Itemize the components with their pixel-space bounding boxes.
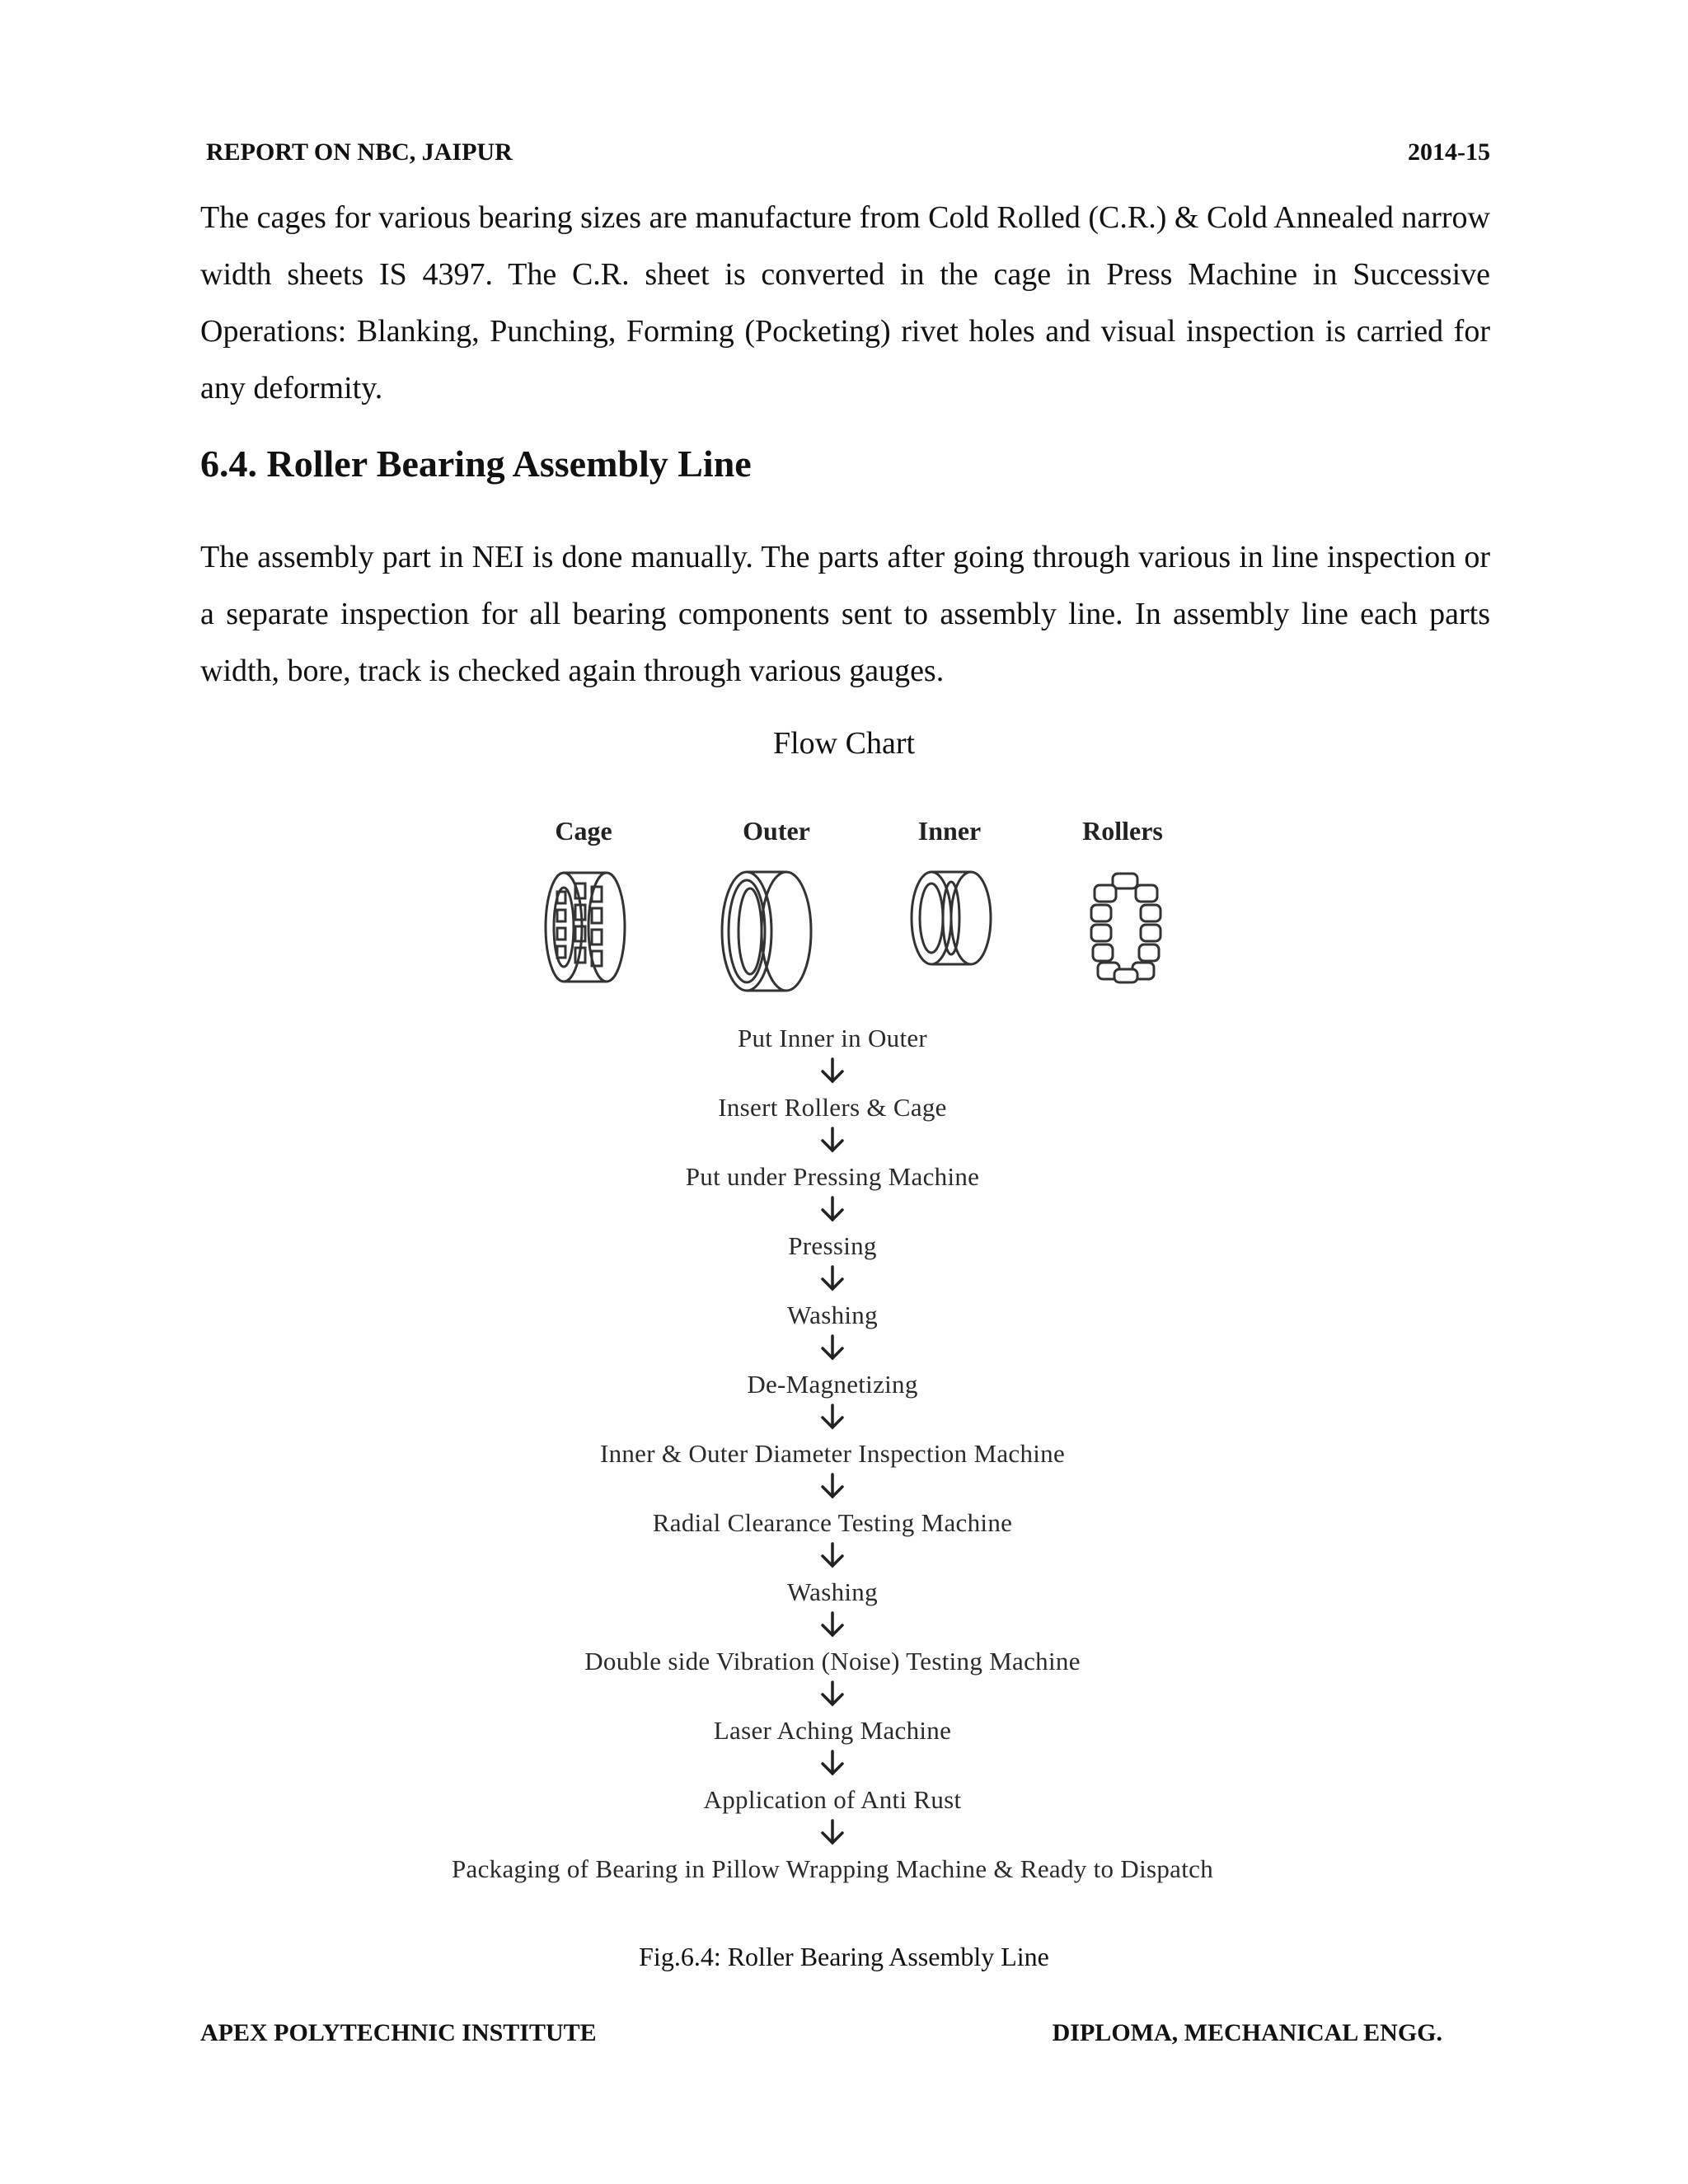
page-header <box>206 138 1490 166</box>
component-label-cage: Cage <box>555 816 612 846</box>
flow-step: Put under Pressing Machine <box>685 1162 980 1191</box>
cage-paragraph: The cages for various bearing sizes are manufacture from Cold Rolled (C.R.) & Cold Annealed narrow width sheets IS 4397. The C.R. sheet is converted in the cage in Press Machine in Successive Operations: Blanking, Punching, Forming (Pocketing) rivet holes and visual inspection is carried for any deformity. <box>200 200 1490 405</box>
flow-chart-title: Flow Chart <box>772 726 916 761</box>
component-label-rollers: Rollers <box>1082 816 1163 846</box>
outer-ring-icon <box>717 867 816 996</box>
down-arrow-icon <box>818 1057 846 1090</box>
flow-step: Packaging of Bearing in Pillow Wrapping Machine & Ready to Dispatch <box>452 1854 1213 1883</box>
flow-step: Double side Vibration (Noise) Testing Machine <box>584 1647 1081 1675</box>
footer-right: DIPLOMA, MECHANICAL ENGG. <box>1052 2019 1442 2046</box>
flow-step: De-Magnetizing <box>747 1370 918 1399</box>
rollers-icon <box>1088 870 1164 986</box>
down-arrow-icon <box>818 1333 846 1366</box>
down-arrow-icon <box>818 1749 846 1782</box>
flow-step: Laser Aching Machine <box>713 1716 952 1745</box>
header-right: 2014-15 <box>1408 138 1490 166</box>
figure-caption: Fig.6.4: Roller Bearing Assembly Line <box>639 1942 1049 1971</box>
down-arrow-icon <box>818 1472 846 1505</box>
flow-step: Put Inner in Outer <box>737 1024 928 1052</box>
flow-step: Pressing <box>788 1231 877 1260</box>
down-arrow-icon <box>818 1126 846 1159</box>
cage-icon <box>542 867 628 987</box>
header-left: REPORT ON NBC, JAIPUR <box>206 138 513 166</box>
assembly-paragraph: The assembly part in NEI is done manually. The parts after going through various in line inspection or a separate inspection for all bearing components sent to assembly line. In assembly line each parts width, bore, track is checked again through various gauges. <box>200 540 1490 688</box>
flow-step: Washing <box>787 1577 878 1606</box>
flow-chart <box>363 816 1302 1896</box>
component-label-outer: Outer <box>743 816 810 846</box>
flow-step: Application of Anti Rust <box>703 1785 962 1814</box>
flow-step: Radial Clearance Testing Machine <box>652 1508 1013 1537</box>
footer-left: APEX POLYTECHNIC INSTITUTE <box>200 2019 597 2046</box>
flow-step: Insert Rollers & Cage <box>718 1093 947 1122</box>
down-arrow-icon <box>818 1818 846 1851</box>
page-footer <box>200 2019 1442 2047</box>
flow-step: Inner & Outer Diameter Inspection Machine <box>599 1439 1066 1468</box>
component-label-inner: Inner <box>917 816 982 846</box>
flow-step: Washing <box>787 1301 878 1329</box>
down-arrow-icon <box>818 1264 846 1297</box>
down-arrow-icon <box>818 1403 846 1436</box>
down-arrow-icon <box>818 1195 846 1228</box>
down-arrow-icon <box>818 1680 846 1713</box>
down-arrow-icon <box>818 1541 846 1574</box>
inner-ring-icon <box>908 867 994 969</box>
flow-steps <box>363 1020 1302 1887</box>
down-arrow-icon <box>818 1610 846 1643</box>
section-heading: 6.4. Roller Bearing Assembly Line <box>200 443 752 485</box>
